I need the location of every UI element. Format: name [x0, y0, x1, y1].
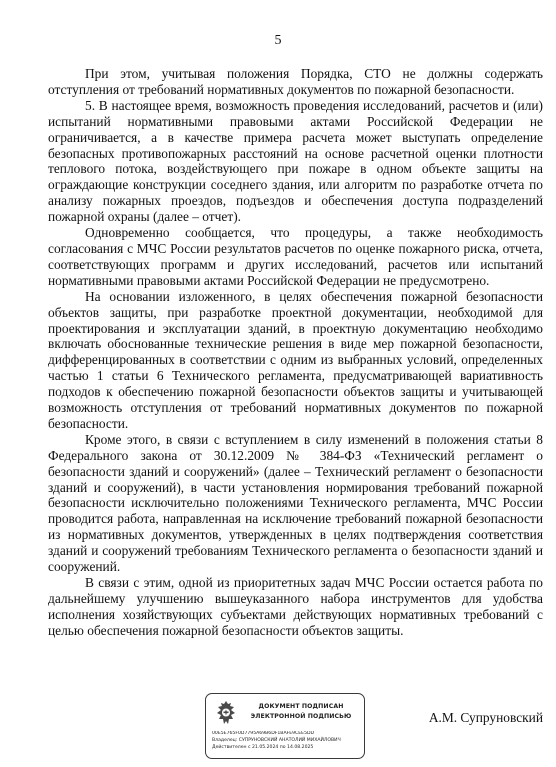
stamp-title-line-2: ЭЛЕКТРОННОЙ ПОДПИСЬЮ: [250, 713, 352, 720]
paragraph-project-documentation: На основании изложенного, в целях обеспечения пожарной безопасности объектов защиты, при разработке проектной документации, необходимой для проектирования и эксплуатации зданий, в проектную документацию необходимо включать обоснованные технические решения в виде мер пожарной безопасности, дифференцированных в соответствии с одним из выбранных условий, определенных частью 1 статьи 6 Технического регламента, предусматривающей вариативность подходов к обеспечению пожарной безопасности объектов защиты и учитывающей возможность отступления от требований нормативных документов по пожарной безопасности.: [48, 288, 543, 431]
stamp-details: [212, 731, 362, 751]
paragraph-calculations: 5. В настоящее время, возможность проведения исследований, расчетов и (или) испытаний нормативными правовыми актами Российской Федерации не ограничивается, а в качестве примера расчета может выступать определение безопасных противопожарных расстояний на основе расчетной оценки плотности теплового потока, воздействующего при пожаре в одном объекте защиты на ограждающие конструкции соседнего здания, или алгоритм по разработке отчета по анализу пожарных проездов, подъездов и обеспечения доступа подразделений пожарной охраны (далее – отчет).: [48, 97, 543, 225]
letter-body: [48, 66, 543, 639]
page-number: 5: [274, 33, 282, 48]
paragraph-technical-regulation: Кроме этого, в связи с вступлением в силу изменений в положения статьи 8 Федерального закона от 30.12.2009 № 384-ФЗ «Технический регламент о безопасности зданий и сооружений» (далее – Технический регламент о безопасности зданий и сооружений), в части установления нормирования требований пожарной безопасности исключительно положениями Технического регламента, МЧС России проводится работа, направленная на исключение требований пожарной безопасности из нормативных документов, утвержденных в целях подтверждения соответствия зданий и сооружений требованиям Технического регламента о безопасности зданий и сооружений.: [48, 431, 543, 575]
paragraph-approval: Одновременно сообщается, что процедуры, а также необходимость согласования с МЧС России результатов расчетов по оценке пожарного риска, отчета, соответствующих программ и других исследований, расчетов или испытаний нормативными правовыми актами Российской Федерации не предусмотрено.: [48, 225, 543, 288]
stamp-certificate: 00E5E765F0D7795A69B6DF1BAFE9CEE5DD: [212, 731, 315, 736]
emercom-emblem-icon: [215, 700, 237, 726]
paragraph-priority-tasks: В связи с этим, одной из приоритетных задач МЧС России остается работа по дальнейшему улучшению вышеуказанного набора инструментов для удобства исполнения хозяйствующих субъектами действующих нормативных требований с целью обеспечения пожарной безопасности объектов защиты.: [48, 575, 543, 638]
stamp-title: [242, 702, 360, 722]
stamp-owner: Владелец: СУПРУНОВСКИЙ АНАТОЛИЙ МИХАЙЛОВИЧ: [212, 737, 341, 743]
stamp-validity: Действителен с 21.05.2024 по 14.08.2025: [212, 744, 314, 750]
electronic-signature-stamp: [205, 693, 365, 759]
signer-name: А.М. Супруновский: [428, 710, 543, 725]
stamp-title-line-1: ДОКУМЕНТ ПОДПИСАН: [258, 703, 344, 710]
paragraph-sto-deviations: При этом, учитывая положения Порядка, СТО не должны содержать отступления от требований нормативных документов по пожарной безопасности.: [48, 66, 543, 97]
